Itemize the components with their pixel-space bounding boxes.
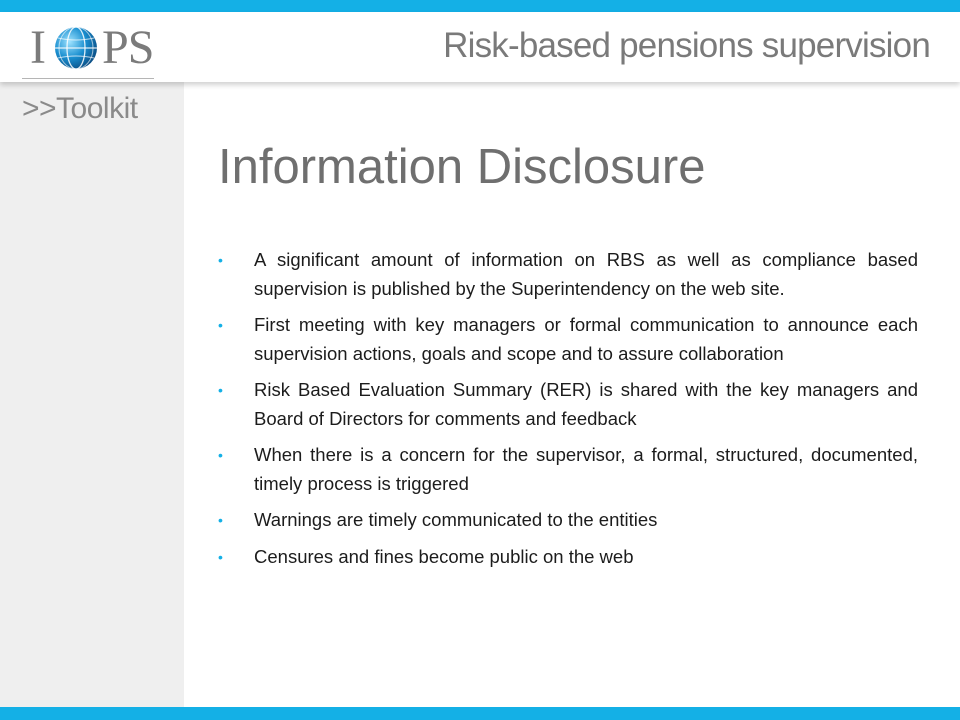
iops-logo [22, 20, 162, 78]
bullet-list [218, 246, 918, 579]
bullet-icon: • [218, 317, 223, 333]
header-title: Risk-based pensions supervision [443, 26, 930, 65]
bullet-text: When there is a concern for the supervisor, a formal, structured, documented, timely process is triggered [254, 444, 918, 494]
bullet-text: Censures and fines become public on the web [254, 545, 634, 567]
bullet-item [218, 543, 918, 572]
slide-title: Information Disclosure [218, 140, 706, 194]
bullet-item [218, 441, 918, 498]
bullet-icon: • [218, 382, 223, 398]
bullet-text: A significant amount of information on RBS as well as compliance based supervision is published by the Superintendency on the web site. [254, 249, 918, 299]
bullet-item [218, 311, 918, 368]
top-accent-bar [0, 0, 960, 12]
sidebar-panel [0, 82, 184, 707]
bullet-text: First meeting with key managers or formal communication to announce each supervision actions, goals and scope and to assure collaboration [254, 314, 918, 364]
toolkit-label: >>Toolkit [22, 92, 138, 125]
globe-icon [53, 25, 99, 71]
logo-underline [22, 78, 154, 79]
bullet-item [218, 246, 918, 303]
bullet-item [218, 376, 918, 433]
logo-text-left: I [30, 21, 45, 74]
bullet-text: Risk Based Evaluation Summary (RER) is shared with the key managers and Board of Directors for comments and feedback [254, 379, 918, 429]
logo-text-right: PS [102, 21, 154, 74]
bullet-icon: • [218, 447, 223, 463]
bullet-icon: • [218, 252, 223, 268]
bullet-item [218, 506, 918, 535]
bullet-icon: • [218, 512, 223, 528]
bottom-accent-bar [0, 707, 960, 720]
header-banner [0, 12, 960, 82]
bullet-text: Warnings are timely communicated to the entities [254, 509, 658, 530]
bullet-icon: • [218, 548, 223, 565]
